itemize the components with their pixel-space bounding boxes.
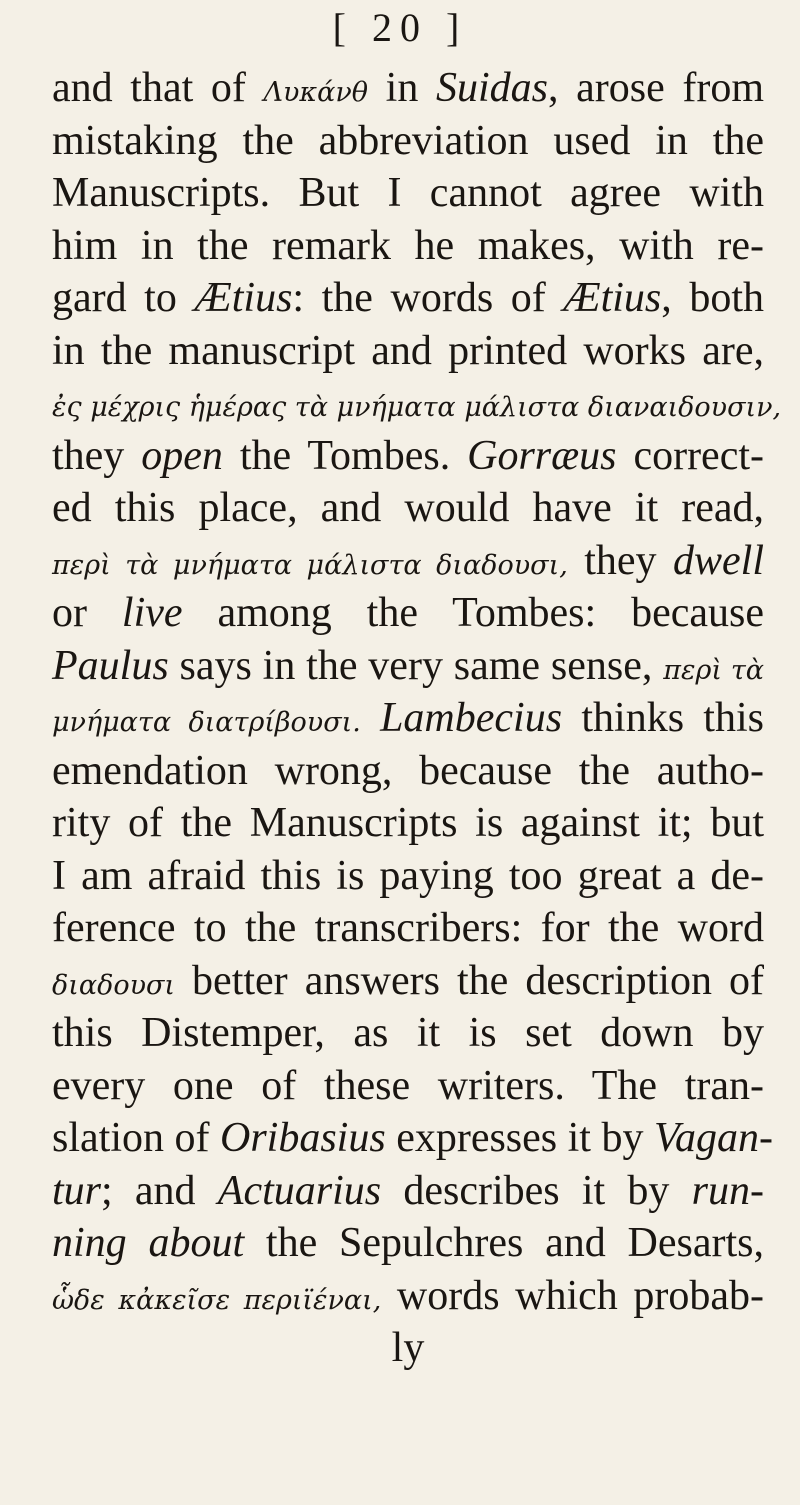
text-run: the Sepulchres and Desarts, (244, 1220, 764, 1266)
italic-text: run- (691, 1167, 765, 1214)
text-run: the Tombes. (222, 432, 468, 479)
greek-text: μνήματα διατρίβουσι. (52, 707, 361, 738)
text-line (52, 1217, 764, 1270)
text-run: among the Tombes: because (182, 590, 764, 636)
greek-text: περὶ τὰ (663, 654, 764, 686)
text-run: rity of the Manuscripts is against it; but (52, 800, 764, 846)
italic-text: Paulus (52, 642, 169, 689)
text-run: they (567, 537, 673, 584)
text-run: every one of these writers. The tran- (52, 1062, 764, 1109)
text-line (52, 1007, 764, 1060)
text-run: ference to the transcribers: for the word (52, 905, 764, 951)
text-run: says in the very same sense, (168, 642, 664, 689)
greek-text: διαδουσι (52, 969, 176, 1001)
body-text (52, 62, 782, 1375)
text-run: in the manuscript and printed works are, (52, 327, 764, 374)
text-run: I am afraid this is paying too great a de- (52, 852, 764, 899)
text-run: better answers the description of (175, 957, 764, 1004)
text-line (52, 430, 764, 483)
text-run: ; and (101, 1167, 218, 1214)
text-run: they (52, 432, 142, 479)
text-line (52, 850, 764, 903)
text-run: correct- (616, 432, 764, 479)
text-run: or (52, 590, 122, 636)
text-line (52, 1165, 764, 1218)
greek-text: περὶ τὰ μνήματα μάλιστα διαδουσι, (52, 549, 568, 581)
text-line (52, 640, 764, 693)
text-line (52, 377, 782, 430)
italic-text: live (121, 590, 183, 636)
text-line (52, 272, 764, 325)
italic-text: Lambecius (380, 695, 563, 741)
page-number: [ 20 ] (332, 5, 468, 50)
text-line (52, 482, 764, 535)
text-line (52, 1270, 764, 1323)
text-line (52, 115, 764, 168)
text-run: words which probab- (381, 1272, 764, 1319)
text-line (52, 797, 764, 850)
italic-text: dwell (673, 537, 764, 584)
text-run: gard to (52, 275, 195, 321)
italic-text: Vagan- (653, 1115, 773, 1161)
italic-text: tur (52, 1167, 102, 1214)
text-run (361, 695, 380, 741)
text-line (52, 62, 764, 115)
text-line (52, 167, 764, 220)
text-run: ly (391, 1325, 425, 1371)
text-run: and that of (52, 65, 264, 111)
text-run: , both (661, 275, 764, 321)
text-run: describes it by (381, 1167, 692, 1214)
text-line (52, 587, 764, 640)
italic-text: ning about (52, 1220, 245, 1266)
text-line (52, 902, 764, 955)
text-line (52, 535, 764, 588)
text-line (52, 955, 764, 1008)
greek-text: Λυκάνθ (263, 77, 369, 108)
text-run: expresses it by (385, 1115, 654, 1161)
italic-text: open (141, 432, 223, 479)
text-line (52, 325, 764, 378)
text-run: in (368, 65, 436, 111)
italic-text: Oribasius (219, 1115, 386, 1161)
text-line (52, 692, 764, 745)
italic-text: Ætius (194, 275, 293, 321)
text-line (52, 1322, 764, 1375)
text-run: this Distemper, as it is set down by (52, 1010, 764, 1056)
italic-text: Actuarius (217, 1167, 382, 1214)
greek-text: ἐς μέχρις ἡμέρας τὰ μνήματα μάλιστα διαναιδουσιν, (52, 392, 782, 423)
text-run: Manuscripts. But I cannot agree with (52, 170, 764, 216)
text-run: him in the remark he makes, with re- (52, 222, 764, 269)
text-run: , arose from (547, 65, 764, 111)
text-run: emendation wrong, because the autho- (52, 747, 764, 794)
text-line (52, 220, 764, 273)
italic-text: Ætius (563, 275, 662, 321)
text-line (52, 1060, 764, 1113)
greek-text: ὧδε κἀκεῖσε περιϊέναι, (52, 1284, 382, 1316)
italic-text: Suidas (435, 65, 548, 111)
text-line (52, 1112, 773, 1165)
text-run: : the words of (292, 275, 564, 321)
text-line (52, 745, 764, 798)
text-run: ed this place, and would have it read, (52, 485, 764, 531)
text-run: thinks this (562, 695, 764, 741)
text-run: slation of (52, 1115, 220, 1161)
text-run: mistaking the abbreviation used in the (52, 117, 764, 164)
italic-text: Gorræus (467, 432, 617, 479)
